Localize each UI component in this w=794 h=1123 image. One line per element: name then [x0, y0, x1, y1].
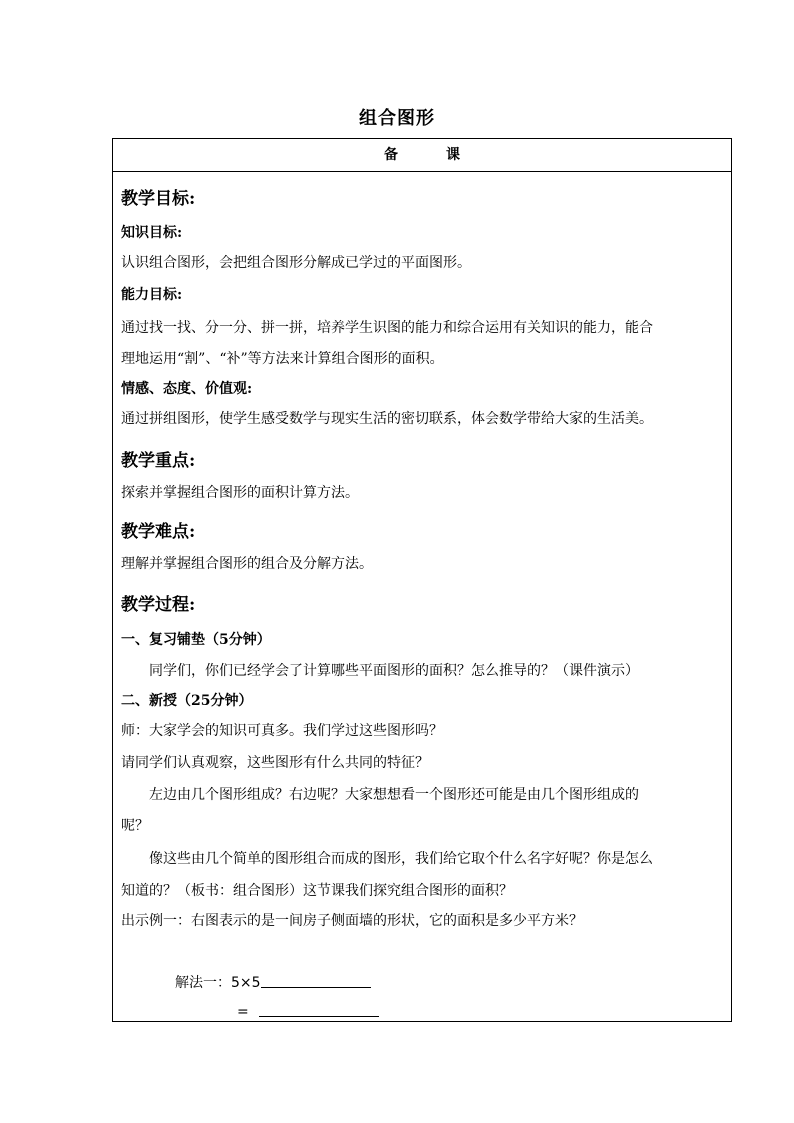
method-expression: 5×5: [231, 975, 261, 991]
process-heading: 教学过程:: [121, 595, 196, 615]
header-left: 备: [384, 147, 398, 163]
example-line: 出示例一：右图表示的是一间房子侧面墙的形状，它的面积是多少平方米？: [121, 913, 583, 929]
new-line-4b: 知道的？（板书：组合图形）这节课我们探究组合图形的面积？: [121, 883, 513, 899]
ability-text-2: 理地运用“割”、“补”等方法来计算组合图形的面积。: [121, 351, 444, 367]
new-heading: 二、新授（25分钟）: [121, 693, 253, 709]
answer-blank-2: [259, 1002, 379, 1017]
knowledge-text: 认识组合图形，会把组合图形分解成已学过的平面图形。: [121, 255, 471, 271]
review-text: 同学们，你们已经学会了计算哪些平面图形的面积？怎么推导的？（课件演示）: [149, 663, 639, 679]
difficulty-text: 理解并掌握组合图形的组合及分解方法。: [121, 556, 373, 572]
lesson-table: [112, 138, 732, 1022]
answer-blank-1: [261, 973, 371, 988]
focus-text: 探索并掌握组合图形的面积计算方法。: [121, 485, 359, 501]
emotion-heading: 情感、态度、价值观:: [121, 381, 253, 397]
method-one: [175, 972, 725, 992]
emotion-text: 通过拼组图形，使学生感受数学与现实生活的密切联系，体会数学带给大家的生活美。: [121, 411, 653, 427]
ability-heading: 能力目标:: [121, 287, 183, 303]
knowledge-heading: 知识目标:: [121, 225, 183, 241]
goals-heading: 教学目标:: [121, 189, 196, 209]
header-right: 课: [446, 147, 460, 163]
page-title: 组合图形: [359, 108, 435, 129]
new-line-2: 请同学们认真观察，这些图形有什么共同的特征？: [121, 755, 429, 771]
difficulty-heading: 教学难点:: [121, 522, 196, 542]
method-label: 解法一：: [175, 975, 231, 991]
equals-sign: =: [237, 1004, 249, 1020]
ability-text-1: 通过找一找、分一分、拼一拼，培养学生识图的能力和综合运用有关知识的能力，能合: [121, 320, 653, 336]
new-line-1: 师：大家学会的知识可真多。我们学过这些图形吗？: [121, 723, 443, 739]
method-one-result: [237, 1002, 725, 1020]
focus-heading: 教学重点:: [121, 451, 196, 471]
new-line-3a: 左边由几个图形组成？右边呢？大家想想看一个图形还可能是由几个图形组成的: [149, 787, 639, 803]
table-header: [113, 139, 731, 172]
new-line-4a: 像这些由几个简单的图形组合而成的图形，我们给它取个什么名字好呢？你是怎么: [149, 851, 653, 867]
new-line-3b: 呢？: [121, 818, 149, 834]
review-heading: 一、复习铺垫（5分钟）: [121, 632, 271, 648]
